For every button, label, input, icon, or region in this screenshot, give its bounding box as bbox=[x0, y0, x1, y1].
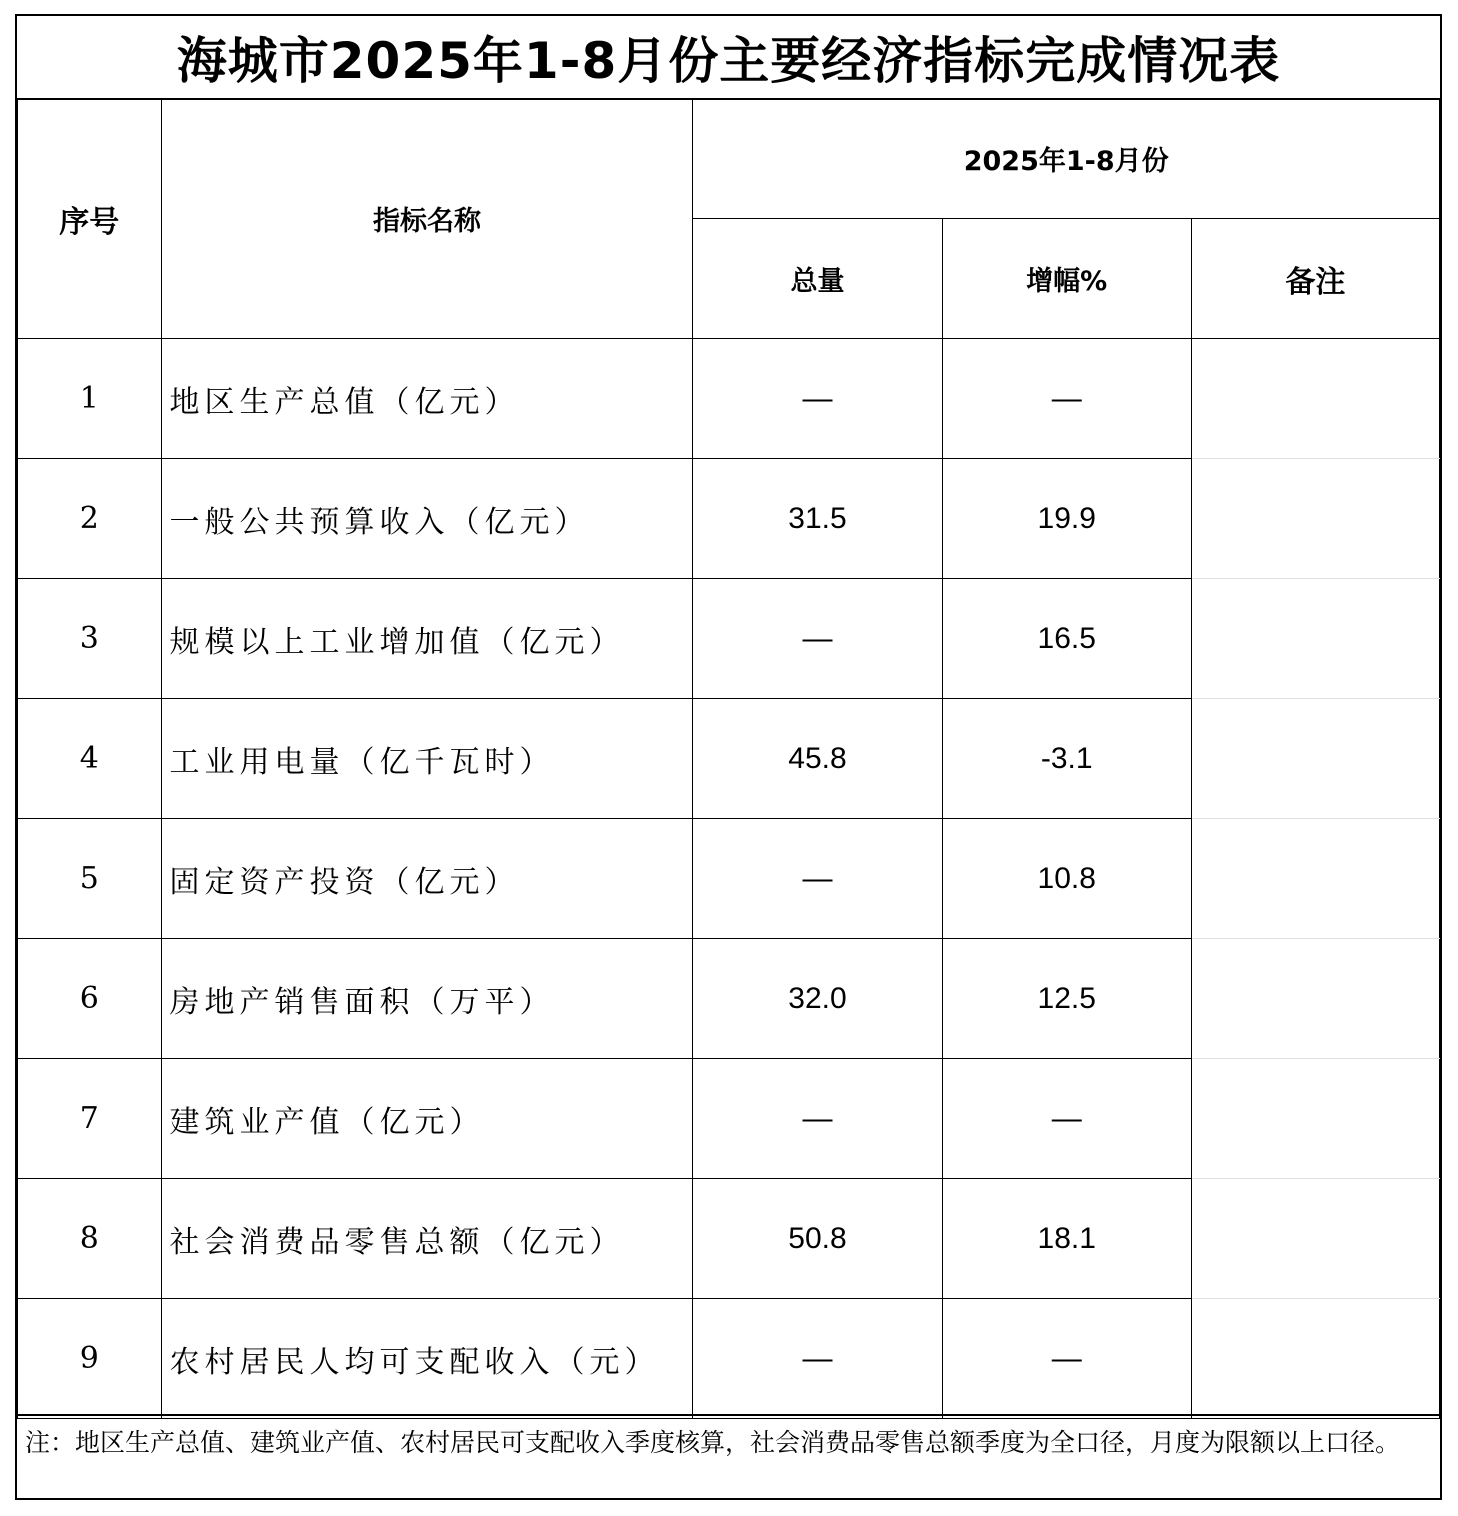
row-name: 房地产销售面积（万平） bbox=[161, 939, 693, 1059]
row-seq: 1 bbox=[18, 339, 162, 459]
row-seq: 2 bbox=[18, 459, 162, 579]
row-name: 规模以上工业增加值（亿元） bbox=[161, 579, 693, 699]
row-remark bbox=[1191, 1059, 1439, 1179]
row-name: 一般公共预算收入（亿元） bbox=[161, 459, 693, 579]
row-name: 地区生产总值（亿元） bbox=[161, 339, 693, 459]
table-row bbox=[18, 339, 1440, 459]
row-remark bbox=[1191, 1179, 1439, 1299]
header-seq: 序号 bbox=[18, 99, 162, 339]
row-remark bbox=[1191, 459, 1439, 579]
row-growth: 19.9 bbox=[942, 459, 1191, 579]
row-remark bbox=[1191, 579, 1439, 699]
row-total: 50.8 bbox=[693, 1179, 942, 1299]
row-name: 农村居民人均可支配收入（元） bbox=[161, 1299, 693, 1419]
row-growth: -3.1 bbox=[942, 699, 1191, 819]
table-row bbox=[18, 459, 1440, 579]
header-remark: 备注 bbox=[1191, 219, 1439, 339]
row-total: 31.5 bbox=[693, 459, 942, 579]
row-name: 社会消费品零售总额（亿元） bbox=[161, 1179, 693, 1299]
row-name: 建筑业产值（亿元） bbox=[161, 1059, 693, 1179]
row-remark bbox=[1191, 1299, 1439, 1419]
row-growth: — bbox=[942, 339, 1191, 459]
row-growth: 18.1 bbox=[942, 1179, 1191, 1299]
row-growth: 10.8 bbox=[942, 819, 1191, 939]
row-seq: 6 bbox=[18, 939, 162, 1059]
row-remark bbox=[1191, 939, 1439, 1059]
row-remark bbox=[1191, 699, 1439, 819]
header-total: 总量 bbox=[693, 219, 942, 339]
row-total: — bbox=[693, 339, 942, 459]
row-total: — bbox=[693, 1299, 942, 1419]
row-remark bbox=[1191, 819, 1439, 939]
header-growth: 增幅% bbox=[942, 219, 1191, 339]
row-growth: 16.5 bbox=[942, 579, 1191, 699]
row-seq: 9 bbox=[18, 1299, 162, 1419]
header-period: 2025年1-8月份 bbox=[693, 99, 1440, 219]
row-growth: — bbox=[942, 1059, 1191, 1179]
table-row bbox=[18, 939, 1440, 1059]
table-row bbox=[18, 699, 1440, 819]
table-row bbox=[18, 1059, 1440, 1179]
indicator-table bbox=[17, 98, 1440, 1419]
row-seq: 8 bbox=[18, 1179, 162, 1299]
footnote: 注：地区生产总值、建筑业产值、农村居民可支配收入季度核算，社会消费品零售总额季度为全口径，月度为限额以上口径。 bbox=[17, 1414, 1440, 1498]
table-row bbox=[18, 1299, 1440, 1419]
row-total: — bbox=[693, 579, 942, 699]
page-title: 海城市2025年1-8月份主要经济指标完成情况表 bbox=[17, 16, 1440, 100]
table-row bbox=[18, 819, 1440, 939]
row-seq: 5 bbox=[18, 819, 162, 939]
row-remark bbox=[1191, 339, 1439, 459]
row-name: 工业用电量（亿千瓦时） bbox=[161, 699, 693, 819]
row-seq: 7 bbox=[18, 1059, 162, 1179]
row-name: 固定资产投资（亿元） bbox=[161, 819, 693, 939]
row-total: 32.0 bbox=[693, 939, 942, 1059]
row-growth: 12.5 bbox=[942, 939, 1191, 1059]
row-total: — bbox=[693, 1059, 942, 1179]
header-name: 指标名称 bbox=[161, 99, 693, 339]
row-seq: 3 bbox=[18, 579, 162, 699]
row-total: 45.8 bbox=[693, 699, 942, 819]
table-row bbox=[18, 579, 1440, 699]
table-row bbox=[18, 1179, 1440, 1299]
report-sheet bbox=[15, 14, 1442, 1500]
row-total: — bbox=[693, 819, 942, 939]
row-seq: 4 bbox=[18, 699, 162, 819]
row-growth: — bbox=[942, 1299, 1191, 1419]
